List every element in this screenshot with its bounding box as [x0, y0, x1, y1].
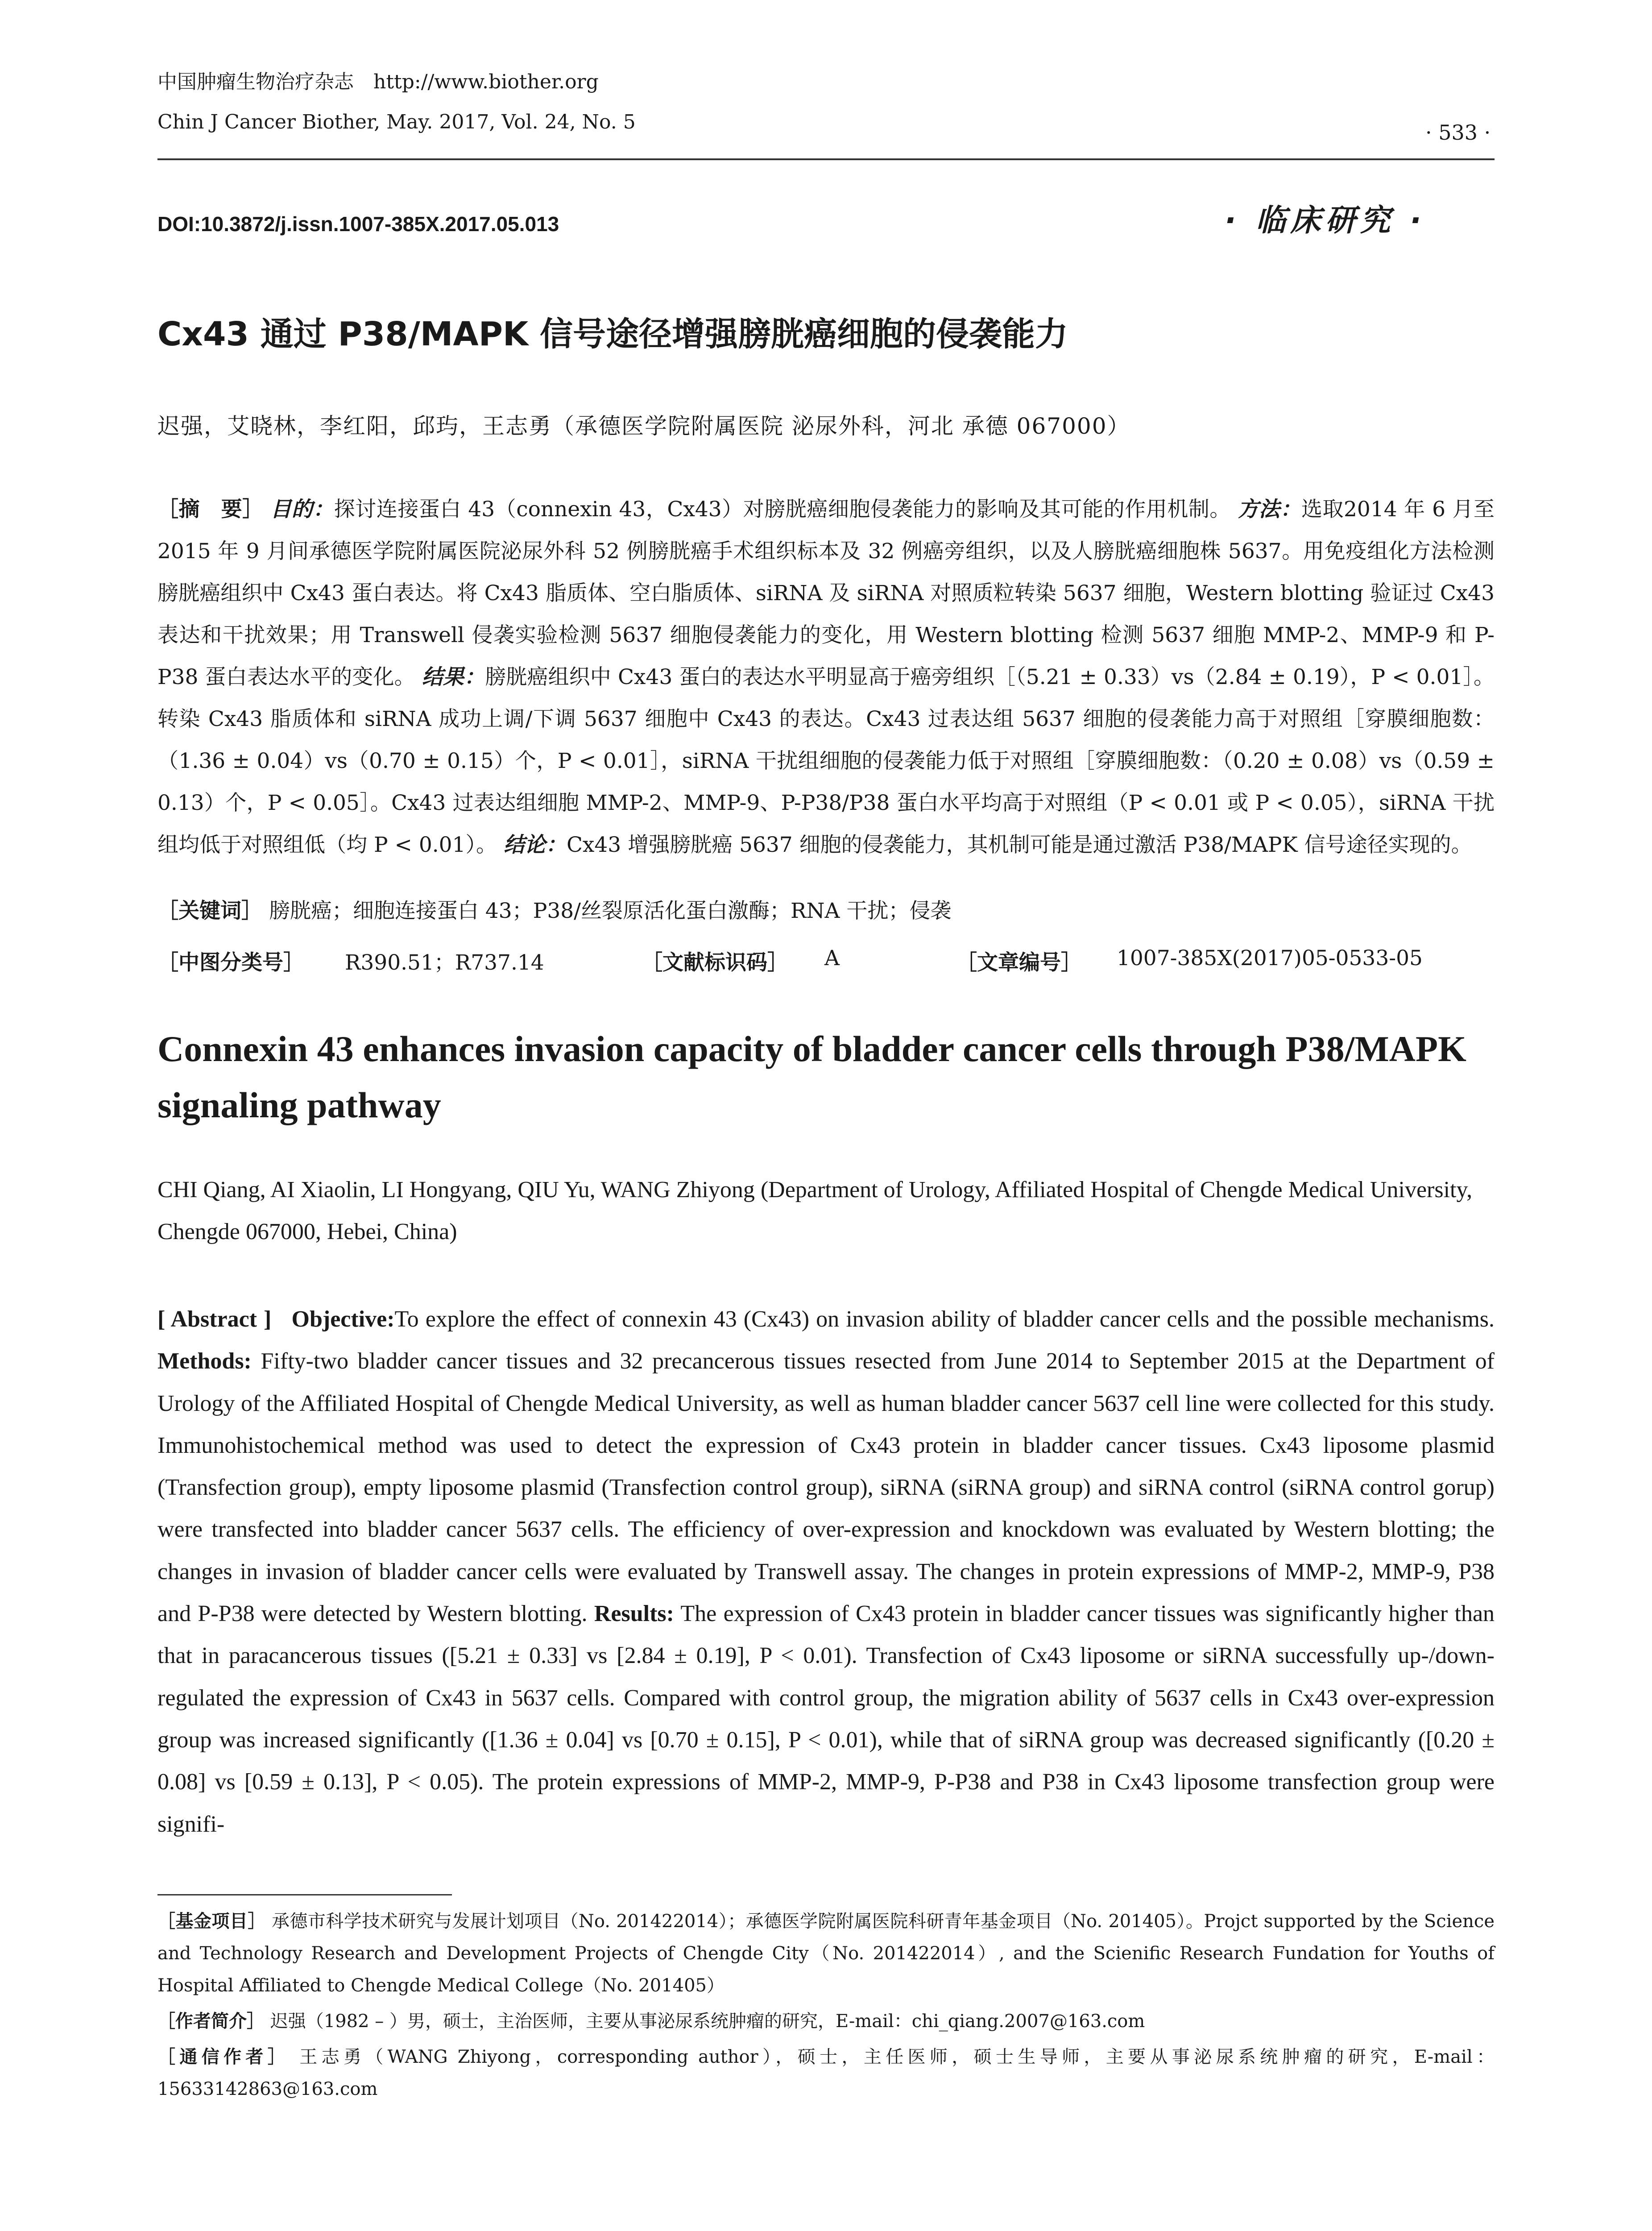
- objective-label-cn: 目的：: [270, 497, 334, 522]
- author-bio-text: 迟强（1982 – ）男，硕士，主治医师，主要从事泌尿系统肿瘤的研究，E-mail：chi_qiang.2007@163.com: [270, 2011, 1145, 2032]
- classification-row: [157, 946, 1495, 973]
- methods-label-cn: 方法：: [1238, 497, 1301, 522]
- results-text-cn: 膀胱癌组织中 Cx43 蛋白的表达水平明显高于癌旁组织［（5.21 ± 0.33）vs（2.84 ± 0.19），P < 0.01］。转染 Cx43 脂质体和 siRNA 成功上调/下调 5637 细胞中 Cx43 的表达。Cx43 过表达组 5637 细胞的侵袭能力高于对照组［穿膜细胞数：（1.36 ± 0.04）vs（0.70 ± 0.15）个，P < 0.01］，siRNA 干扰组细胞的侵袭能力低于对照组［穿膜细胞数：（0.20 ± 0.08）vs（0.59 ± 0.13）个，P < 0.05］。Cx43 过表达组细胞 MMP-2、MMP-9、P-P38/P38 蛋白水平均高于对照组（P < 0.01 或 P < 0.05），siRNA 干扰组均低于对照组低（均 P < 0.01）。: [157, 665, 1495, 857]
- results-label-cn: 结果：: [422, 665, 485, 689]
- abstract-en: [157, 1298, 1495, 1845]
- abstract-cn: [157, 489, 1495, 866]
- abstract-en-label: [ Abstract ]: [157, 1306, 272, 1332]
- objective-text-cn: 探讨连接蛋白 43（connexin 43，Cx43）对膀胱癌细胞侵袭能力的影响及其可能的作用机制。: [334, 497, 1231, 522]
- article-no-label: ［文章编号］: [956, 950, 1082, 975]
- corresponding-label: ［通信作者］: [157, 2047, 290, 2067]
- methods-text-en: Fifty-two bladder cancer tissues and 32 precancerous tissues resected from June 2014 to September 2015 at the Department of Urology of the Affiliated Hospital of Chengde Medical University, as well as human bladder cancer 5637 cell line were collected for this study. Immunohistochemical method was used to detect the expression of Cx43 protein in bladder cancer tissues. Cx43 liposome plasmid (Transfection group), empty liposome plasmid (Transfection control group), siRNA (siRNA group) and siRNA control (siRNA control gorup) were transfected into bladder cancer 5637 cells. The efficiency of over-expression and knockdown was evaluated by Western blotting; the changes in invasion of bladder cancer cells were evaluated by Transwell assay. The changes in protein expressions of MMP-2, MMP-9, P38 and P-P38 were detected by Western blotting.: [157, 1348, 1495, 1627]
- section-tag: · 临床研究 ·: [1225, 203, 1426, 238]
- fund-label: ［基金项目］: [157, 1911, 266, 1932]
- doc-code-label: ［文献标识码］: [642, 950, 788, 975]
- keywords-cn: [157, 890, 1495, 932]
- footnotes: [157, 1905, 1495, 2109]
- abstract-cn-label: ［摘 要］: [157, 497, 264, 522]
- journal-name-cn: 中国肿瘤生物治疗杂志 http://www.biother.org: [157, 70, 599, 93]
- footnote-author: [157, 2005, 1495, 2037]
- doc-code-value: A: [824, 946, 840, 970]
- clc-label: ［中图分类号］: [157, 950, 304, 975]
- objective-label-en: Objective:: [291, 1306, 395, 1332]
- title-cn: Cx43 通过 P38/MAPK 信号途径增强膀胱癌细胞的侵袭能力: [157, 315, 1068, 353]
- doi: DOI:10.3872/j.issn.1007-385X.2017.05.013: [157, 212, 559, 236]
- fund-text: 承德市科学技术研究与发展计划项目（No. 201422014）；承德医学院附属医院科研青年基金项目（No. 201405）。Projct supported by the Science and Technology Research and Development Projects of Chengde City（No. 201422014）, and the Scienific Research Fundation for Youths of Hospital Affiliated to Chengde Medical College（No. 201405）: [157, 1911, 1495, 1996]
- conclusion-label-cn: 结论：: [503, 833, 567, 857]
- authors-en: CHI Qiang, AI Xiaolin, LI Hongyang, QIU Yu, WANG Zhiyong (Department of Urology, Affiliated Hospital of Chengde Medical University, Chengde 067000, Hebei, China): [157, 1177, 1473, 1244]
- methods-text-cn: 选取2014 年 6 月至 2015 年 9 月间承德医学院附属医院泌尿外科 52 例膀胱癌手术组织标本及 32 例癌旁组织，以及人膀胱癌细胞株 5637。用免疫组化方法检测膀胱癌组织中 Cx43 蛋白表达。将 Cx43 脂质体、空白脂质体、siRNA 及 siRNA 对照质粒转染 5637 细胞，Western blotting 验证过 Cx43 表达和干扰效果；用 Transwell 侵袭实验检测 5637 细胞侵袭能力的变化，用 Western blotting 检测 5637 细胞 MMP-2、MMP-9 和 P-P38 蛋白表达水平的变化。: [157, 497, 1495, 689]
- title-en: Connexin 43 enhances invasion capacity of bladder cancer cells through P38/MAPK signaling pathway: [157, 1028, 1466, 1125]
- footnote-fund: [157, 1905, 1495, 2002]
- clc-value: R390.51；R737.14: [345, 950, 544, 975]
- conclusion-text-cn: Cx43 增强膀胱癌 5637 细胞的侵袭能力，其机制可能是通过激活 P38/MAPK 信号途径实现的。: [566, 833, 1472, 857]
- footnote-corresponding: [157, 2041, 1495, 2105]
- corresponding-text: 王志勇（WANG Zhiyong，corresponding author），硕士，主任医师，硕士生导师，主要从事泌尿系统肿瘤的研究，E-mail：15633142863@163.com: [157, 2047, 1495, 2099]
- methods-label-en: Methods:: [157, 1348, 252, 1374]
- article-no-value: 1007-385X(2017)05-0533-05: [1117, 946, 1423, 970]
- footnote-rule: [157, 1894, 452, 1895]
- page-number: · 533 ·: [1425, 120, 1491, 145]
- objective-text-en: To explore the effect of connexin 43 (Cx43) on invasion ability of bladder cancer cells and the possible mechanisms.: [394, 1306, 1495, 1332]
- authors-cn: 迟强，艾晓林，李红阳，邱玙，王志勇（承德医学院附属医院 泌尿外科，河北 承德 067000）: [157, 413, 1130, 439]
- keywords-label-cn: ［关键词］: [157, 899, 262, 923]
- keywords-text-cn: 膀胱癌；细胞连接蛋白 43；P38/丝裂原活化蛋白激酶；RNA 干扰；侵袭: [269, 899, 952, 923]
- results-label-en: Results:: [594, 1601, 674, 1627]
- author-bio-label: ［作者简介］: [157, 2011, 265, 2032]
- results-text-en: The expression of Cx43 protein in bladder cancer tissues was significantly higher than that in paracancerous tissues ([5.21 ± 0.33] vs [2.84 ± 0.19], P < 0.01). Transfection of Cx43 liposome or siRNA successfully up-/down-regulated the expression of Cx43 in 5637 cells. Compared with control group, the migration ability of 5637 cells in Cx43 over-expression group was increased significantly ([1.36 ± 0.04] vs [0.70 ± 0.15], P < 0.01), while that of siRNA group was decreased significantly ([0.20 ± 0.08] vs [0.59 ± 0.13], P < 0.05). The protein expressions of MMP-2, MMP-9, P-P38 and P38 in Cx43 liposome transfection group were signifi-: [157, 1601, 1495, 1837]
- journal-citation-en: Chin J Cancer Biother, May. 2017, Vol. 24, No. 5: [157, 111, 636, 133]
- header-rule: [157, 158, 1495, 160]
